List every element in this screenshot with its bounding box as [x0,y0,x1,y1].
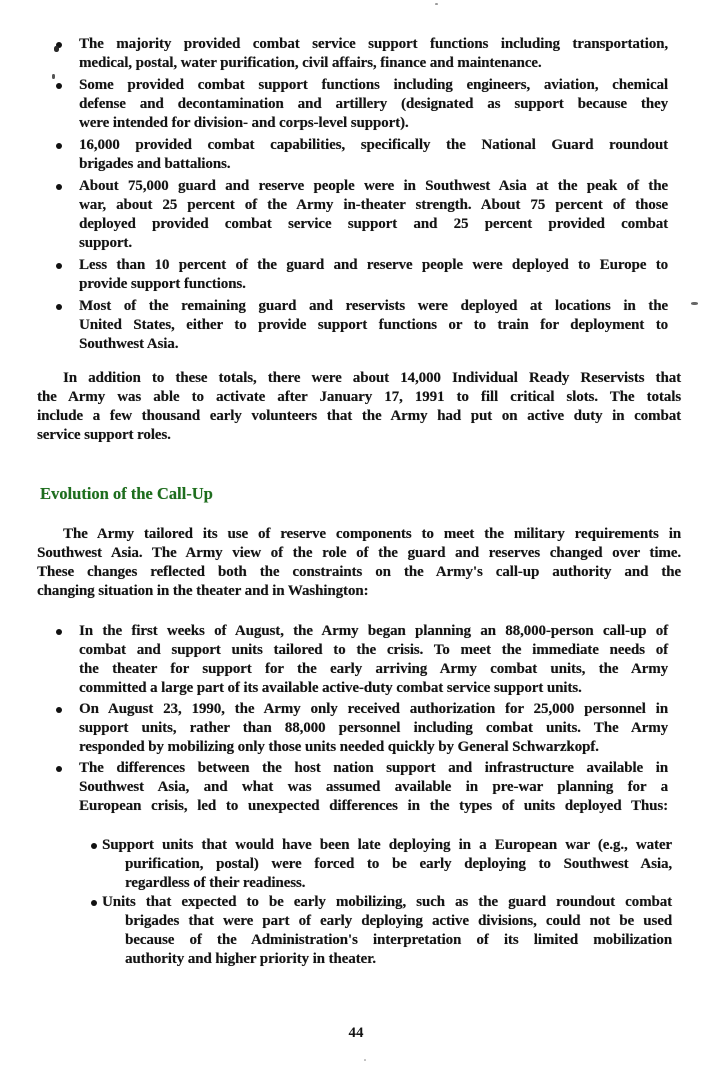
text-line: The majority provided combat service support functions including transportation, [79,36,668,52]
bullet-item [79,297,668,354]
bullet-item [79,177,668,253]
text-line: support. [79,235,132,251]
text-line: authority and higher priority in theater. [125,951,376,967]
text-line: the Army was able to activate after January 17, 1991 to fill critical slots. The totals [37,389,681,405]
text-line: committed a large part of its available active-duty combat service support units. [79,680,582,696]
section-heading: Evolution of the Call-Up [40,484,213,503]
text-line: About 75,000 guard and reserve people were in Southwest Asia at the peak of the [79,178,668,194]
text-line: Units that expected to be early mobilizing, such as the guard roundout combat [102,894,672,910]
text-line: On August 23, 1990, the Army only received authorization for 25,000 personnel in [79,701,668,717]
text-line: include a few thousand early volunteers that the Army had put on active duty in combat [37,408,681,424]
text-line: The Army tailored its use of reserve components to meet the military requirements in [63,526,681,542]
text-line: brigades that were part of early deploying active divisions, could not be used [125,913,672,929]
text-line: The differences between the host nation support and infrastructure available in [79,760,668,776]
bullet-item [79,622,668,698]
scan-speck [54,46,59,52]
evolution-paragraph [37,525,681,601]
text-line: Support units that would have been late deploying in a European war (e.g., water [102,837,672,853]
text-line: the theater for support for the early arriving Army combat units, the Army [79,661,668,677]
evolution-bullet-list [0,622,722,816]
text-line: responded by mobilizing only those units needed quickly by General Schwarzkopf. [79,739,599,755]
totals-paragraph [37,369,681,445]
bullet-icon [56,707,62,713]
text-line: Most of the remaining guard and reservists were deployed at locations in the [79,298,668,314]
bullet-icon [56,629,62,635]
scan-speck [435,3,438,5]
text-line: support units, rather than 88,000 personnel including combat units. The Army [79,720,668,736]
bullet-icon [56,304,62,310]
text-line: service support roles. [37,427,171,443]
bullet-icon [91,843,97,849]
text-line: These changes reflected both the constraints on the Army's call-up authority and the [37,564,681,580]
bullet-item [79,35,668,73]
sub-bullet-list [0,836,722,969]
text-line: Less than 10 percent of the guard and reserve people were deployed to Europe to [79,257,668,273]
bullet-icon [56,83,62,89]
text-line: Southwest Asia. [79,336,179,352]
text-line: because of the Administration's interpretation of its limited mobilization [125,932,672,948]
text-line: Southwest Asia, and what was assumed available in pre-war planning for a [79,779,668,795]
text-line: deployed provided combat service support and 25 percent provided combat [79,216,668,232]
text-line: provide support functions. [79,276,246,292]
text-line: purification, postal) were forced to be early deploying to Southwest Asia, [125,856,672,872]
bullet-icon [56,263,62,269]
bullet-icon [56,143,62,149]
bullet-item [79,700,668,757]
text-line: changing situation in the theater and in Washington: [37,583,369,599]
bullet-icon [91,900,97,906]
text-line: war, about 25 percent of the Army in-theater strength. About 75 percent of those [79,197,668,213]
bullet-item [79,759,668,816]
bullet-item [79,256,668,294]
bullet-item [102,893,672,969]
text-line: regardless of their readiness. [125,875,306,891]
text-line: In the first weeks of August, the Army began planning an 88,000-person call-up of [79,623,668,639]
scan-speck [691,302,698,305]
page-number: 44 [348,1025,364,1041]
bullet-icon [56,766,62,772]
scan-speck [52,74,55,79]
text-line: Some provided combat support functions including engineers, aviation, chemical [79,77,668,93]
bullet-item [79,76,668,133]
text-line: In addition to these totals, there were about 14,000 Individual Ready Reservists that [63,370,681,386]
text-line: combat and support units tailored to the crisis. To meet the immediate needs of [79,642,668,658]
scan-speck [364,1059,366,1061]
summary-bullet-list [0,0,722,354]
text-line: brigades and battalions. [79,156,231,172]
bullet-item [79,136,668,174]
bullet-icon [56,184,62,190]
text-line: European crisis, led to unexpected differences in the types of units deployed Thus: [79,798,668,814]
bullet-item [102,836,672,893]
text-line: Southwest Asia. The Army view of the role of the guard and reserves changed over time. [37,545,681,561]
text-line: medical, postal, water purification, civil affairs, finance and maintenance. [79,55,542,71]
text-line: were intended for division- and corps-level support). [79,115,409,131]
text-line: 16,000 provided combat capabilities, specifically the National Guard roundout [79,137,668,153]
text-line: defense and decontamination and artillery (designated as support because they [79,96,668,112]
text-line: United States, either to provide support functions or to train for deployment to [79,317,668,333]
